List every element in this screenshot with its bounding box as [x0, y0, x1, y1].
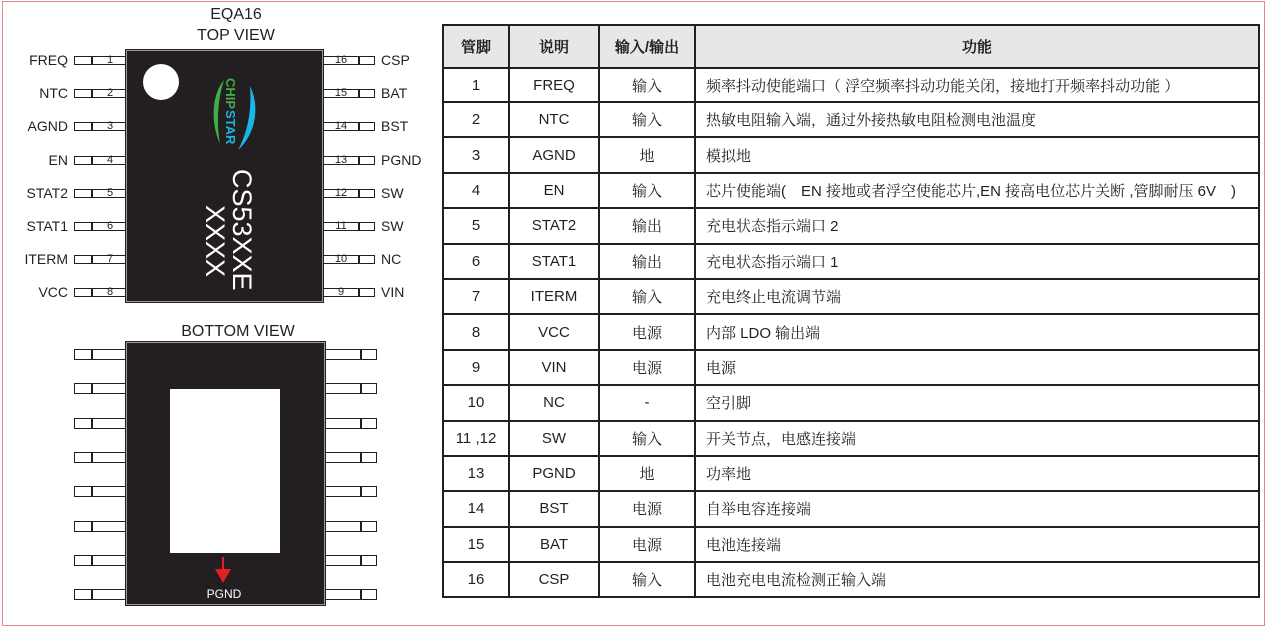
pin-number-cell: 8 — [443, 314, 509, 349]
pin-number: 5 — [106, 186, 114, 199]
pin-divider — [91, 486, 93, 497]
table-row — [443, 385, 1259, 420]
pin-divider — [358, 156, 360, 165]
function-cell: 功率地 — [695, 456, 1259, 491]
table-row — [443, 279, 1259, 314]
pin-left-2 — [74, 89, 127, 98]
io-type-cell: 电源 — [599, 491, 695, 526]
pin-divider — [358, 222, 360, 231]
pin-label: SW — [381, 184, 404, 201]
pin-right-14 — [322, 122, 375, 131]
io-type-cell: 输入 — [599, 68, 695, 102]
pin-number-cell: 6 — [443, 244, 509, 279]
table-row — [443, 173, 1259, 208]
pin-right-11 — [322, 222, 375, 231]
pin-label: SW — [381, 218, 404, 234]
pin-divider — [91, 452, 93, 463]
pin-number-cell: 14 — [443, 491, 509, 526]
pin-divider — [360, 452, 362, 463]
pin-number-cell: 5 — [443, 208, 509, 243]
function-cell: 频率抖动使能端口（ 浮空频率抖动功能关闭，接地打开频率抖动功能 ） — [695, 68, 1259, 102]
pin-right-10 — [322, 255, 375, 264]
pin-name-cell: SW — [509, 421, 599, 456]
pin-name-cell: BST — [509, 491, 599, 526]
pin-number: 14 — [334, 120, 348, 133]
function-cell: 空引脚 — [695, 385, 1259, 420]
table-row — [443, 491, 1259, 526]
io-type-cell: 电源 — [599, 350, 695, 385]
pin-left-5 — [74, 186, 127, 199]
pin-name-cell: NC — [509, 385, 599, 420]
pin-number-cell: 16 — [443, 562, 509, 597]
pin-name-cell: VIN — [509, 350, 599, 385]
pin-divider — [360, 349, 362, 360]
pin-name-cell: VCC — [509, 314, 599, 349]
bottom-pin-left — [74, 589, 127, 600]
pin-name-cell: EN — [509, 173, 599, 208]
pin1-marker-dot — [143, 64, 179, 100]
table-row — [443, 102, 1259, 137]
bottom-pin-right — [324, 521, 377, 532]
header-function: 功能 — [695, 25, 1259, 68]
chip-marking-lot-code: XXXX — [200, 205, 230, 278]
pin-number: 16 — [334, 54, 348, 66]
pin-number: 9 — [337, 286, 345, 299]
bottom-pin-right — [324, 383, 377, 394]
pin-label: AGND — [27, 118, 68, 135]
io-type-cell: 电源 — [599, 314, 695, 349]
exposed-thermal-pad — [170, 389, 280, 553]
pin-number-cell: 13 — [443, 456, 509, 491]
pin-divider — [358, 255, 360, 264]
pin-divider — [358, 89, 360, 98]
table-row — [443, 562, 1259, 597]
function-cell: 电池充电电流检测正输入端 — [695, 562, 1259, 597]
bottom-pin-right — [324, 555, 377, 566]
pin-label: NTC — [39, 85, 68, 102]
pin-right-12 — [322, 186, 375, 199]
pin-divider — [358, 189, 360, 198]
table-row — [443, 421, 1259, 456]
bottom-pin-right — [324, 418, 377, 429]
pin-divider — [358, 288, 360, 297]
table-row — [443, 137, 1259, 172]
pin-divider — [91, 349, 93, 360]
pin-label: PGND — [381, 151, 422, 168]
pin-name-cell: BAT — [509, 527, 599, 562]
bottom-view-label: BOTTOM VIEW — [181, 323, 295, 340]
pin-divider — [91, 383, 93, 394]
chip-marking-part-number: CS53XXE — [227, 169, 257, 291]
io-type-cell: 输入 — [599, 421, 695, 456]
pin-number: 4 — [106, 153, 114, 166]
io-type-cell: - — [599, 385, 695, 420]
pin-name-cell: STAT1 — [509, 244, 599, 279]
chipstar-logo-icon — [210, 76, 266, 152]
pin-divider — [360, 589, 362, 600]
pin-label: FREQ — [29, 52, 68, 68]
pin-number-cell: 2 — [443, 102, 509, 137]
table-row — [443, 208, 1259, 243]
pin-label: VIN — [381, 284, 405, 301]
table-row — [443, 456, 1259, 491]
pin-divider — [91, 521, 93, 532]
bottom-pin-left — [74, 349, 127, 360]
pin-number: 15 — [334, 87, 348, 100]
pin-right-15 — [322, 89, 375, 98]
pin-name-cell: PGND — [509, 456, 599, 491]
table-row — [443, 314, 1259, 349]
pin-label: BAT — [381, 85, 408, 102]
pin-left-8 — [74, 288, 127, 297]
pin-number: 2 — [106, 87, 114, 100]
header-description: 说明 — [509, 25, 599, 68]
pin-divider — [360, 383, 362, 394]
function-cell: 充电终止电流调节端 — [695, 279, 1259, 314]
bottom-pin-right — [324, 452, 377, 463]
function-cell: 开关节点，电感连接端 — [695, 421, 1259, 456]
bottom-pin-left — [74, 486, 127, 497]
pin-label: VCC — [38, 284, 68, 301]
function-cell: 热敏电阻输入端，通过外接热敏电阻检测电池温度 — [695, 102, 1259, 137]
table-header-row — [443, 25, 1259, 68]
pin-number-cell: 11 ,12 — [443, 421, 509, 456]
bottom-pin-right — [324, 349, 377, 360]
io-type-cell: 输出 — [599, 244, 695, 279]
pin-number-cell: 3 — [443, 137, 509, 172]
pin-label: CSP — [381, 52, 410, 68]
pin-divider — [360, 521, 362, 532]
io-type-cell: 输入 — [599, 102, 695, 137]
function-cell: 模拟地 — [695, 137, 1259, 172]
function-cell: 电源 — [695, 350, 1259, 385]
pin-divider — [358, 122, 360, 131]
pin-name-cell: FREQ — [509, 68, 599, 102]
function-cell: 芯片使能端( EN 接地或者浮空使能芯片,EN 接高电位芯片关断 ,管脚耐压 6V ) — [695, 173, 1259, 208]
pin-function-table — [442, 24, 1260, 598]
pin-label: STAT2 — [26, 184, 68, 201]
bottom-pin-right — [324, 486, 377, 497]
function-cell: 内部 LDO 输出端 — [695, 314, 1259, 349]
table-row — [443, 527, 1259, 562]
io-type-cell: 电源 — [599, 527, 695, 562]
pin-number: 3 — [106, 120, 114, 133]
bottom-pin-left — [74, 452, 127, 463]
pin-right-13 — [322, 153, 375, 166]
io-type-cell: 地 — [599, 137, 695, 172]
pin-label: ITERM — [24, 251, 68, 268]
io-type-cell: 地 — [599, 456, 695, 491]
pin-divider — [91, 555, 93, 566]
bottom-pin-right — [324, 589, 377, 600]
pin-divider — [360, 418, 362, 429]
arrow-down-head-icon — [215, 569, 231, 583]
pin-number: 1 — [106, 54, 114, 66]
table-row — [443, 244, 1259, 279]
pin-label: EN — [48, 151, 68, 168]
pin-right-16 — [322, 56, 375, 65]
pin-number: 7 — [106, 253, 114, 266]
function-cell: 充电状态指示端口 2 — [695, 208, 1259, 243]
pin-number: 8 — [106, 286, 114, 299]
pin-divider — [358, 56, 360, 65]
pin-left-7 — [74, 255, 127, 264]
pin-left-6 — [74, 222, 127, 231]
pin-name-cell: ITERM — [509, 279, 599, 314]
pin-number-cell: 7 — [443, 279, 509, 314]
pin-number-cell: 4 — [443, 173, 509, 208]
pin-divider — [360, 486, 362, 497]
package-name: EQA16 — [210, 6, 262, 23]
pin-right-9 — [322, 288, 375, 297]
logo-text-star: STAR — [223, 110, 238, 145]
pin-name-cell: NTC — [509, 102, 599, 137]
pin-number-cell: 15 — [443, 527, 509, 562]
pin-divider — [91, 418, 93, 429]
function-cell: 电池连接端 — [695, 527, 1259, 562]
io-type-cell: 输入 — [599, 562, 695, 597]
io-type-cell: 输入 — [599, 279, 695, 314]
bottom-pin-left — [74, 521, 127, 532]
function-cell: 自举电容连接端 — [695, 491, 1259, 526]
top-view-label: TOP VIEW — [197, 27, 275, 44]
pin-name-cell: CSP — [509, 562, 599, 597]
pin-number: 12 — [334, 186, 348, 199]
pin-divider — [91, 589, 93, 600]
pin-left-1 — [74, 56, 127, 65]
pin-divider — [360, 555, 362, 566]
io-type-cell: 输出 — [599, 208, 695, 243]
pin-number-cell: 9 — [443, 350, 509, 385]
pin-label: BST — [381, 118, 409, 135]
pin-number: 11 — [335, 220, 347, 232]
header-io: 输入/输出 — [599, 25, 695, 68]
pin-left-3 — [74, 122, 127, 131]
bottom-pin-left — [74, 418, 127, 429]
table-row — [443, 68, 1259, 102]
header-pin: 管脚 — [443, 25, 509, 68]
pin-label: NC — [381, 251, 402, 268]
io-type-cell: 输入 — [599, 173, 695, 208]
pin-number: 10 — [334, 253, 348, 266]
pin-name-cell: AGND — [509, 137, 599, 172]
pin-number-cell: 1 — [443, 68, 509, 102]
bottom-pin-left — [74, 555, 127, 566]
pin-left-4 — [74, 153, 127, 166]
exposed-pad-label: PGND — [206, 587, 242, 601]
logo-text-chip: CHIP — [223, 78, 238, 110]
pin-number: 6 — [106, 220, 114, 232]
pin-name-cell: STAT2 — [509, 208, 599, 243]
bottom-pin-left — [74, 383, 127, 394]
pin-label: STAT1 — [26, 218, 68, 234]
function-cell: 充电状态指示端口 1 — [695, 244, 1259, 279]
table-row — [443, 350, 1259, 385]
pin-number: 13 — [334, 153, 348, 166]
pin-number-cell: 10 — [443, 385, 509, 420]
